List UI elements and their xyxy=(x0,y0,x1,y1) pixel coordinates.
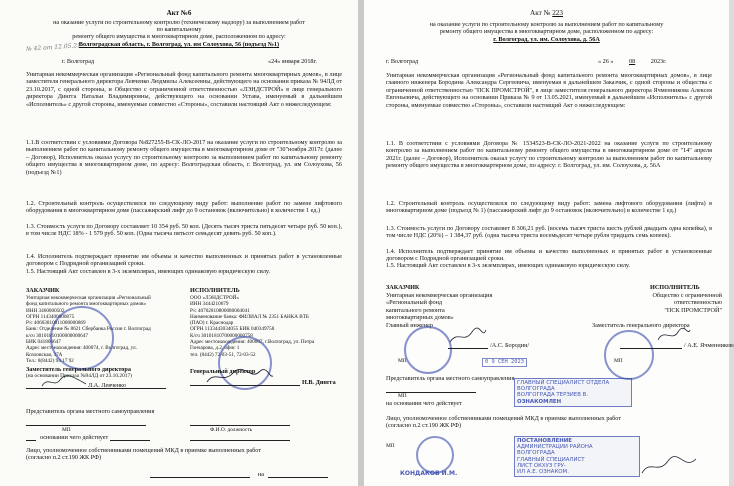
detail-line: Адрес местонахождения: 400074, г. Волгоград, ул. xyxy=(26,345,137,352)
left-city: г. Волгоград xyxy=(62,58,95,65)
left-paragraph-1-5: 1.5. Настоящий Акт составлен в 3-х экземплярах, имеющих одинаковую юридическую силу. xyxy=(26,268,270,275)
stamp-line: ПОСТАНОВЛЕНИЕ xyxy=(517,438,572,444)
borodin-name: /А.С. Бородин/ xyxy=(490,342,530,349)
deputy-title: Заместитель генерального директора xyxy=(26,366,131,373)
mkd-signature xyxy=(640,455,700,477)
detail-line: Гончарова, д.2, офис 1 xyxy=(190,345,240,352)
right-city: г. Волгоград xyxy=(386,58,419,65)
left-act-page xyxy=(0,0,358,486)
general-director-name: Н.В. Дингга xyxy=(302,379,336,386)
detail-line: ИНН 3444210679 xyxy=(190,301,229,308)
right-paragraph-1-3: 1.3. Стоимость услуги по Договору составляет 8 306,21 руб. (восемь тысяч триста шесть рублей двадцать одна копейка), в том числе НДС (20%) – 1 384,37 руб. (одна тысяча триста восемьдесят четыре рубля тридцать семь копеек). xyxy=(386,225,712,240)
local-rep-line xyxy=(26,425,146,426)
detail-line: Унитарная некоммерческая организация «Региональный xyxy=(26,295,151,301)
right-customer-details xyxy=(386,292,536,322)
right-customer-heading: ЗАКАЗЧИК xyxy=(386,284,420,291)
blue-approval-stamp-2 xyxy=(514,436,640,477)
right-act-title xyxy=(364,10,729,17)
left-contractor-heading: ИСПОЛНИТЕЛЬ xyxy=(190,287,240,294)
detail-line: Унитарная некоммерческая организация xyxy=(386,292,493,299)
right-paragraph-parties: Унитарная некоммерческая организация «Региональный фонд капитального ремонта многоквартирных домов», в лице главного инженера Бородина Александра Сергеевича, именуемая в дальнейшем Заказчик, с одной стороны и общества с ограниченной ответственностью "ПСК ПРОМСТРОЙ", в лице заместителя генерального директора Ячменникова Алексея Евгеньевича, действующего на основании Приказа № 9 от 13.05.2021, именуемый в дальнейшем «Исполнитель» с другой стороны, именуемые совместно «Стороны», составили настоящий Акт о нижеследующем: xyxy=(386,72,712,109)
detail-line: Р/с 40702810800080004041 xyxy=(190,307,250,314)
deputy-director-title: Заместитель генерального директора xyxy=(592,322,690,329)
right-act-title-prefix: Акт № xyxy=(530,9,551,17)
left-na: на xyxy=(258,471,265,478)
detail-line: «Региональный фонд xyxy=(386,299,443,307)
general-director-title: Генеральный директор xyxy=(190,368,256,375)
right-date-month: 08 xyxy=(629,58,636,65)
right-date xyxy=(598,58,667,65)
basis-line-3 xyxy=(190,440,290,441)
mkd-round-seal xyxy=(416,436,454,474)
right-contractor-heading: ИСПОЛНИТЕЛЬ xyxy=(650,284,700,291)
detail-line: капитального ремонта xyxy=(386,306,445,314)
left-mkd-line-2: (согласно п.2 ст.190 ЖК РФ) xyxy=(26,454,102,461)
deputy-signature xyxy=(40,374,88,390)
customer-round-seal xyxy=(404,326,452,374)
right-address: г. Волгоград, ул. им. Солоухова, д. 56А xyxy=(493,36,600,43)
customer-round-seal xyxy=(50,306,114,370)
right-act-number: 223 xyxy=(552,9,563,17)
left-paragraph-1-2: 1.2. Строительный контроль осуществлялся по следующему виду работ: выполнение работ по замене лифтового оборудования в многоквартирном доме (пассажирский лифт до 9 остановок (включительно) в количестве 1 ед.) xyxy=(26,200,342,215)
stamp-line: ИЛ А.Е. ОЗНАКОМ. xyxy=(517,469,569,476)
left-fio: Ф.И.О. должность xyxy=(210,427,253,433)
kondakov-stamp: КОНДАКОВ И.М. xyxy=(400,470,458,477)
right-basis: на основании чего действует xyxy=(386,400,462,407)
right-paragraph-1-4: 1.4. Исполнитель подтверждает принятие им объемы и качество выполненных и принятых работ в установленные договором с Подрядной организацией сроки. xyxy=(386,248,712,263)
stamp-line: ОЗНАКОМЛЕН xyxy=(517,398,562,405)
left-local-rep: Представитель органа местного самоуправления xyxy=(26,408,155,415)
detail-line: Адрес местонахождения: 400007, г.Волгоград, ул. Петра xyxy=(190,339,315,346)
detail-line: к/сч 30101810100000000647 xyxy=(26,332,88,339)
right-mp-left: МП xyxy=(398,358,407,364)
right-mp-local: МП xyxy=(398,393,407,399)
borodin-line xyxy=(448,348,488,349)
detail-line: ООО «ЛЭНДСТРОЙ» xyxy=(190,295,240,301)
left-contractor-details xyxy=(190,295,350,358)
left-subtitle-2: по капитальному xyxy=(156,26,202,33)
deputy-basis: (на основании Приказа №94ЛД от 23.10.2017) xyxy=(26,373,132,379)
left-subtitle-3: ремонту общего имущества в многоквартирном доме, расположенном по адресу: xyxy=(72,33,286,40)
detail-line: многоквартирных домов» xyxy=(386,314,454,322)
stamp-line: ВОЛГОГРАДА xyxy=(517,450,555,457)
left-mkd-line-1: Лицо, уполномоченное собственниками помещений МКД в приемке выполненных работ xyxy=(26,447,262,454)
borodin-signature xyxy=(448,326,488,346)
detail-line: Банк: Отделение № 8621 Сбербанка России г. Волгоград xyxy=(26,326,151,333)
left-date: «24» января 2018г. xyxy=(268,58,317,65)
right-date-day: « 26 » xyxy=(598,58,614,65)
right-mp-mkd: МП xyxy=(386,443,395,449)
yachmennikov-line xyxy=(620,348,682,349)
blue-approval-stamp-1 xyxy=(514,378,632,407)
right-contractor-details xyxy=(622,292,722,314)
detail-line: Тел.: 8(8442) 94 17 92 xyxy=(26,357,74,364)
deputy-name: Л.А. Левченко xyxy=(88,382,126,389)
detail-line: фонд капитального ремонта многоквартирных домов» xyxy=(26,301,147,308)
right-date-year: 2023г. xyxy=(650,58,667,65)
received-date-stamp: 0 9 СЕН 2023 xyxy=(482,358,527,367)
detail-line: Наименование банка: ФИЛИАЛ № 2351 БАНКА ВТБ xyxy=(190,313,309,320)
right-subtitle-1: на оказание услуги по строительному контролю за выполнением работ по капитальному xyxy=(429,21,664,28)
detail-line: ответственностью xyxy=(674,299,722,307)
right-subtitle-2: ремонту общего имущества в многоквартирном доме, расположенном по адресу: xyxy=(439,28,654,35)
detail-line: Р/с 40603810011000000869 xyxy=(26,320,86,327)
stamp-line: ВОЛГОГРАДА ТЕРЗИЕВ В. xyxy=(517,392,589,399)
handwritten-note: № 42 от 12.05.21 xyxy=(25,42,82,53)
stamp-line: АДМИНИСТРАЦИИ РАЙОНА xyxy=(517,444,593,451)
local-rep-line-2 xyxy=(190,425,290,426)
gd-signature xyxy=(205,368,275,386)
right-paragraph-1-5: 1.5. Настоящий Акт составлен в 3-х экземплярах, имеющих одинаковую юридическую силу. xyxy=(386,262,630,269)
detail-line: Общество с ограниченной xyxy=(652,292,722,299)
left-address: Волгоградская область, г. Волгоград, ул. им Солоухова, 56 (подъезд №1) xyxy=(78,41,280,48)
stamp-line: ГЛАВНЫЙ СПЕЦИАЛИСТ ОТДЕЛА xyxy=(517,380,610,386)
contractor-round-seal xyxy=(604,330,654,380)
basis-line xyxy=(26,440,36,441)
basis-line-2 xyxy=(110,440,150,441)
right-mkd-line-2: (согласно п.2 ст.190 ЖК РФ) xyxy=(386,422,462,429)
mkd-signature-line-2 xyxy=(268,477,328,478)
left-mp: МП xyxy=(62,427,71,433)
detail-line: "ПСК ПРОМСТРОЙ" xyxy=(664,306,722,314)
right-local-rep: Представитель органа местного самоуправления xyxy=(386,375,515,382)
left-paragraph-1-1: 1.1.В соответствии с условиями Договора №827255-В-СК-ЛО-2017 на оказание услуги по строительному контролю за выполнением работ по капитальному ремонту общего имущества в многоквартирном доме от "30"ноября 2017г. (далее – Договор), Исполнитель оказал услугу по строительному контролю за выполнением работ по капитальному ремонту общего имущества в многоквартирном доме, по адресу: Волгоградская область, г. Волгоград, ул. им Солоухова, 56 (подъезд №1) xyxy=(26,139,342,176)
detail-line: ОГРН 1133443034055 БИК 040349758 xyxy=(190,326,275,333)
detail-line: БИК 041806647 xyxy=(26,339,61,346)
chief-engineer-title: Главный инженер xyxy=(386,322,433,329)
right-act-page xyxy=(364,0,734,486)
left-basis: основании чего действует xyxy=(40,434,109,441)
right-paragraph-1-1: 1.1. В соответствии с условиями Договора № 1534523-В-СК-ЛО-2021-2022 на оказание услуги по строительному контролю за выполнением работ по капитальному ремонту общего имущества в многоквартирном доме от "14" апреля 2021г. (далее – Договор), Исполнитель оказал услугу по строительному контролю за выполнением работ по капитальному ремонту общего имущества в многоквартирном доме, по адресу: г. Волгоград, ул. им. Солоухова, д. 56А xyxy=(386,140,712,170)
right-paragraph-1-2: 1.2. Строительный контроль осуществлялся по следующему виду работ: замена лифтового оборудования (лифта) в многоквартирном доме (подъезд № 1) (пассажирский лифт до 9 остановок (включительно) в количестве 1 ед.) xyxy=(386,200,712,215)
detail-line: тел. (8442) 72-03-51, 72-03-52 xyxy=(190,351,256,358)
stamp-line: ЛИСТ ОКХУЗ ГРУ- xyxy=(517,462,566,469)
left-paragraph-parties: Унитарная некоммерческая организация «Региональный фонд капитального ремонта многоквартирных домов», в лице заместителя генерального директора Левченко Людмилы Алексеевны, действующего на основании приказа № 94ЛД от 23.10.2017, с одной стороны, и Общество с ограниченной ответственностью «ЛЭНДСТРОЙ» в лице генерального директора Дингга Натальи Владимировны, действующего на основании Устава, именуемый в дальнейшем «Исполнитель» с другой стороны, именуемые совместно «Стороны», составили настоящий Акт о нижеследующем: xyxy=(26,71,342,108)
detail-line: ОГРН 1143400000875 xyxy=(26,313,75,320)
left-paragraph-1-4: 1.4. Исполнитель подтверждает принятие им объемы и качество выполненных и принятых работ в установленные договором с Подрядной организацией сроки. xyxy=(26,253,342,268)
detail-line: К/сч 30101810700000000758 xyxy=(190,332,253,339)
stamp-line: ВОЛГОГРАДА xyxy=(517,386,555,393)
right-mkd-line-1: Лицо, уполномоченное собственниками помещений МКД в приемке выполненных работ xyxy=(386,415,622,422)
detail-line: ИНН 3460000502 xyxy=(26,307,65,314)
detail-line: Козловская, 37А xyxy=(26,351,63,358)
right-mp-right: МП xyxy=(614,358,623,364)
mkd-signature-line xyxy=(150,477,250,478)
left-customer-heading: ЗАКАЗЧИК xyxy=(26,287,60,294)
stamp-line: ГЛАВНЫЙ СПЕЦИАЛИСТ xyxy=(517,456,585,463)
left-subtitle-1: на оказание услуги по строительному контролю (техническому надзору) за выполнением работ xyxy=(53,19,305,26)
left-paragraph-1-3: 1.3. Стоимость услуги по Договору составляет 10 354 руб. 50 коп. (Десять тысяч триста пятьдесят четыре руб. 50 коп.), в том числе НДС 18% - 1 579 руб. 50 коп. (Одна тысяча пятьсот семьдесят девять руб. 50 коп.). xyxy=(26,223,342,238)
yachmennikov-name: / А.Е. Ячменников/ xyxy=(684,342,734,349)
left-act-title: Акт №6 xyxy=(166,9,192,17)
detail-line: (ПАО) г. Краснодар xyxy=(190,320,234,327)
